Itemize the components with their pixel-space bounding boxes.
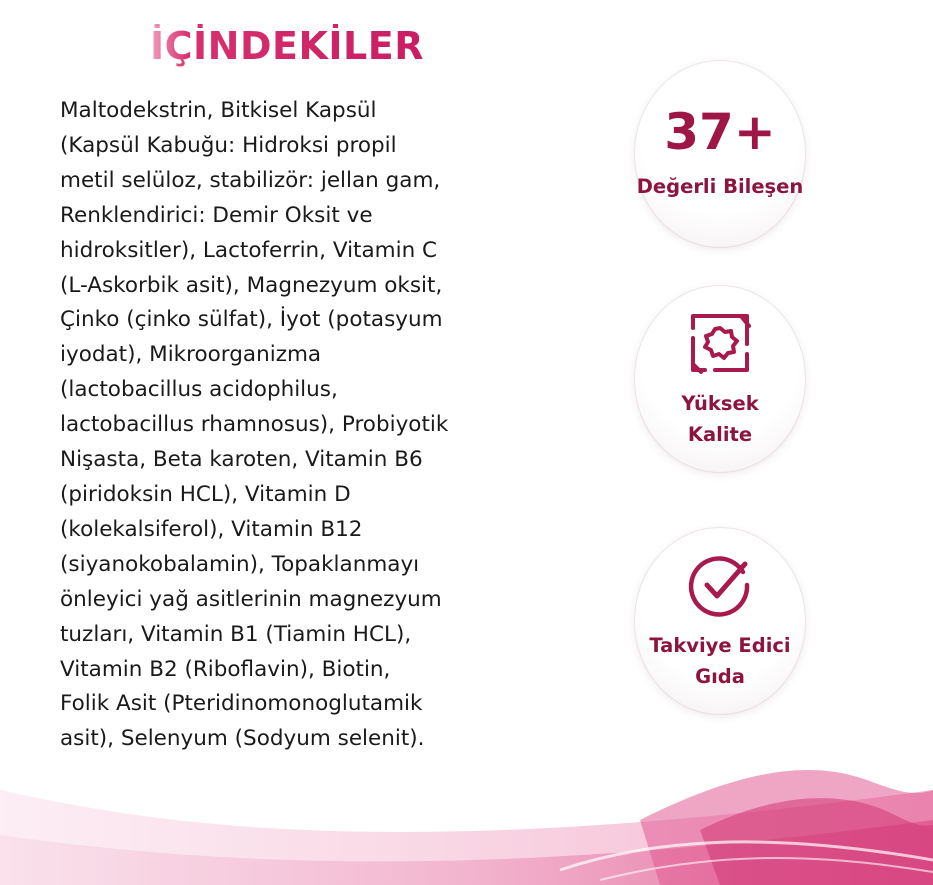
quality-seal-icon bbox=[685, 308, 755, 378]
ingredient-line: iyodat), Mikroorganizma bbox=[60, 342, 322, 368]
ingredient-line: metil selüloz, stabilizör: jellan gam, bbox=[60, 167, 441, 193]
badge-label-line: Gıda bbox=[695, 665, 745, 688]
badge-label bbox=[649, 630, 790, 692]
ingredient-line: (L-Askorbik asit), Magnezyum oksit, bbox=[60, 272, 443, 298]
ingredient-line: tuzları, Vitamin B1 (Tiamin HCL), bbox=[60, 621, 412, 647]
badge-label-line: Kalite bbox=[687, 423, 753, 446]
ingredient-line: (siyanokobalamin), Topaklanmayı bbox=[60, 551, 420, 577]
ingredient-line: Nişasta, Beta karoten, Vitamin B6 bbox=[60, 447, 423, 473]
ingredients-text bbox=[60, 94, 530, 757]
ingredient-line: Folik Asit (Pteridinomonoglutamik bbox=[60, 691, 423, 717]
check-circle-icon bbox=[685, 550, 755, 620]
ingredient-line: Maltodekstrin, Bitkisel Kapsül bbox=[60, 98, 377, 123]
ingredient-line: hidroksitler), Lactoferrin, Vitamin C bbox=[60, 237, 438, 263]
ingredient-line: (piridoksin HCL), Vitamin D bbox=[60, 481, 351, 507]
ingredient-line: önleyici yağ asitlerinin magnezyum bbox=[60, 586, 442, 612]
badge-component-count: 37+ bbox=[664, 102, 776, 161]
badge-dietary-supplement bbox=[634, 527, 806, 715]
ingredient-line: (lactobacillus acidophilus, bbox=[60, 377, 338, 403]
badge-high-quality bbox=[634, 285, 806, 473]
badge-label bbox=[637, 171, 804, 202]
ingredient-line: (kolekalsiferol), Vitamin B12 bbox=[60, 516, 363, 542]
badge-label-line: Takviye Edici bbox=[649, 634, 791, 657]
ingredient-line: Renklendirici: Demir Oksit ve bbox=[60, 202, 373, 228]
badge-label-line: Değerli Bileşen bbox=[636, 174, 804, 198]
ingredient-line: asit), Selenyum (Sodyum selenit). bbox=[60, 726, 425, 752]
badge-label bbox=[681, 388, 758, 450]
badge-label-line: Yüksek bbox=[681, 392, 759, 415]
badge-valuable-components bbox=[634, 60, 806, 248]
page-title: İÇİNDEKİLER bbox=[150, 24, 424, 68]
ingredient-line: Vitamin B2 (Riboflavin), Biotin, bbox=[60, 656, 391, 682]
ingredient-line: (Kapsül Kabuğu: Hidroksi propil bbox=[60, 132, 397, 158]
ingredient-line: lactobacillus rhamnosus), Probiyotik bbox=[60, 412, 449, 438]
ingredient-line: Çinko (çinko sülfat), İyot (potasyum bbox=[60, 307, 443, 333]
